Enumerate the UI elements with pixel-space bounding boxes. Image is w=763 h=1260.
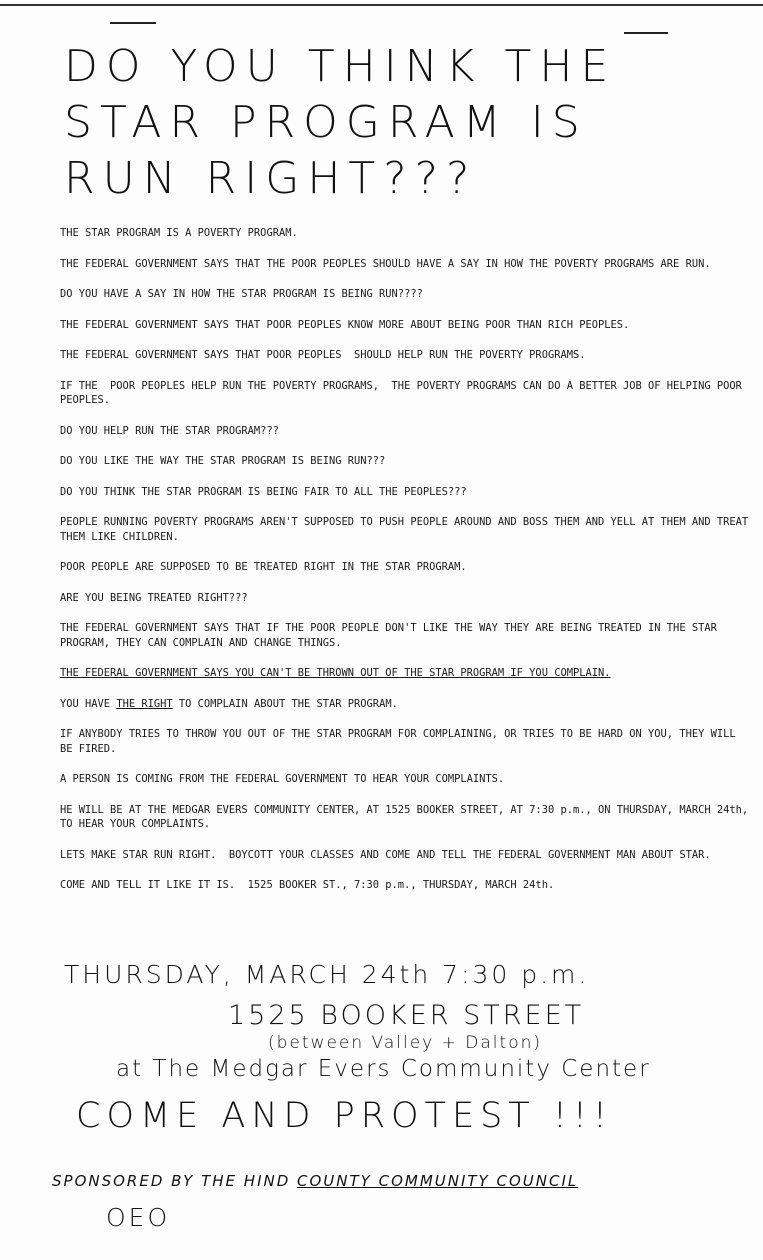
paragraph: THE FEDERAL GOVERNMENT SAYS THAT POOR PEOPLES KNOW MORE ABOUT BEING POOR THAN RICH PEOPLES. bbox=[60, 318, 630, 331]
paragraph: ARE YOU BEING TREATED RIGHT??? bbox=[60, 591, 248, 604]
headline-line-3: RUN RIGHT??? bbox=[64, 153, 478, 204]
headline-line-2: STAR PROGRAM IS bbox=[64, 97, 588, 148]
top-edge-line bbox=[0, 4, 763, 6]
handwritten-place: at The Medgar Evers Community Center bbox=[116, 1056, 651, 1082]
paragraph: HE WILL BE AT THE MEDGAR EVERS COMMUNITY CENTER, AT 1525 BOOKER STREET, AT 7:30 p.m., ON THURSDAY, MARCH 24th, TO HEAR YOUR COMPLAINTS. bbox=[60, 803, 755, 830]
handwritten-date-time: THURSDAY, MARCH 24th 7:30 p.m. bbox=[64, 960, 590, 989]
oeo-mark: OEO bbox=[106, 1203, 171, 1232]
handwritten-protest: COME AND PROTEST !!! bbox=[76, 1096, 613, 1136]
paragraph: A PERSON IS COMING FROM THE FEDERAL GOVERNMENT TO HEAR YOUR COMPLAINTS. bbox=[60, 773, 505, 785]
underlined-text: THE RIGHT bbox=[116, 697, 173, 710]
handwritten-between: (between Valley + Dalton) bbox=[268, 1033, 542, 1053]
paragraph: PEOPLE RUNNING POVERTY PROGRAMS AREN'T SUPPOSED TO PUSH PEOPLE AROUND AND BOSS THEM AND YELL AT THEM AND TREAT THEM LIKE CHILDREN. bbox=[60, 516, 755, 543]
paragraph bbox=[60, 697, 750, 712]
paragraph: THE FEDERAL GOVERNMENT SAYS THAT POOR PEOPLES SHOULD HELP RUN THE POVERTY PROGRAMS. bbox=[60, 349, 586, 361]
paragraph: DO YOU HAVE A SAY IN HOW THE STAR PROGRAM IS BEING RUN???? bbox=[60, 288, 423, 300]
pen-mark bbox=[110, 22, 156, 24]
underlined-paragraph: THE FEDERAL GOVERNMENT SAYS YOU CAN'T BE THROWN OUT OF THE STAR PROGRAM IF YOU COMPLAIN. bbox=[60, 667, 611, 679]
paragraph-text: TO COMPLAIN ABOUT THE STAR PROGRAM. bbox=[172, 697, 398, 710]
paragraph: POOR PEOPLE ARE SUPPOSED TO BE TREATED RIGHT IN THE STAR PROGRAM. bbox=[60, 561, 467, 573]
handwritten-street: 1525 BOOKER STREET bbox=[228, 1000, 585, 1031]
paragraph: THE STAR PROGRAM IS A POVERTY PROGRAM. bbox=[60, 227, 298, 239]
paragraph: THE FEDERAL GOVERNMENT SAYS THAT IF THE POOR PEOPLE DON'T LIKE THE WAY THEY ARE BEING TREATED IN THE STAR PROGRAM, THEY CAN COMPLAIN AND CHANGE THINGS. bbox=[60, 622, 724, 649]
paragraph: DO YOU HELP RUN THE STAR PROGRAM??? bbox=[60, 424, 279, 437]
sponsor-line bbox=[52, 1172, 578, 1190]
paragraph: LETS MAKE STAR RUN RIGHT. BOYCOTT YOUR CLASSES AND COME AND TELL THE FEDERAL GOVERNMENT MAN ABOUT STAR. bbox=[60, 848, 711, 861]
paragraph: THE FEDERAL GOVERNMENT SAYS THAT THE POOR PEOPLES SHOULD HAVE A SAY IN HOW THE POVERTY PROGRAMS ARE RUN. bbox=[60, 257, 711, 270]
paragraph: DO YOU LIKE THE WAY THE STAR PROGRAM IS BEING RUN??? bbox=[60, 455, 386, 467]
paragraph: COME AND TELL IT LIKE IT IS. 1525 BOOKER ST., 7:30 p.m., THURSDAY, MARCH 24th. bbox=[60, 879, 555, 891]
pen-mark bbox=[624, 32, 668, 34]
headline-line-1: DO YOU THINK THE bbox=[64, 41, 617, 92]
paragraph-text: YOU HAVE bbox=[60, 697, 117, 710]
sponsor-underlined: COUNTY COMMUNITY COUNCIL bbox=[297, 1172, 579, 1190]
paragraph: DO YOU THINK THE STAR PROGRAM IS BEING FAIR TO ALL THE PEOPLES??? bbox=[60, 485, 467, 498]
sponsor-text: SPONSORED BY THE HIND bbox=[52, 1172, 298, 1190]
typed-body bbox=[60, 226, 755, 909]
paragraph: IF ANYBODY TRIES TO THROW YOU OUT OF THE STAR PROGRAM FOR COMPLAINING, OR TRIES TO BE HARD ON YOU, THEY WILL BE FIRED. bbox=[60, 728, 742, 755]
paragraph: IF THE POOR PEOPLES HELP RUN THE POVERTY PROGRAMS, THE POVERTY PROGRAMS CAN DO A BETTER JOB OF HELPING POOR PEOPLES. bbox=[60, 379, 749, 406]
